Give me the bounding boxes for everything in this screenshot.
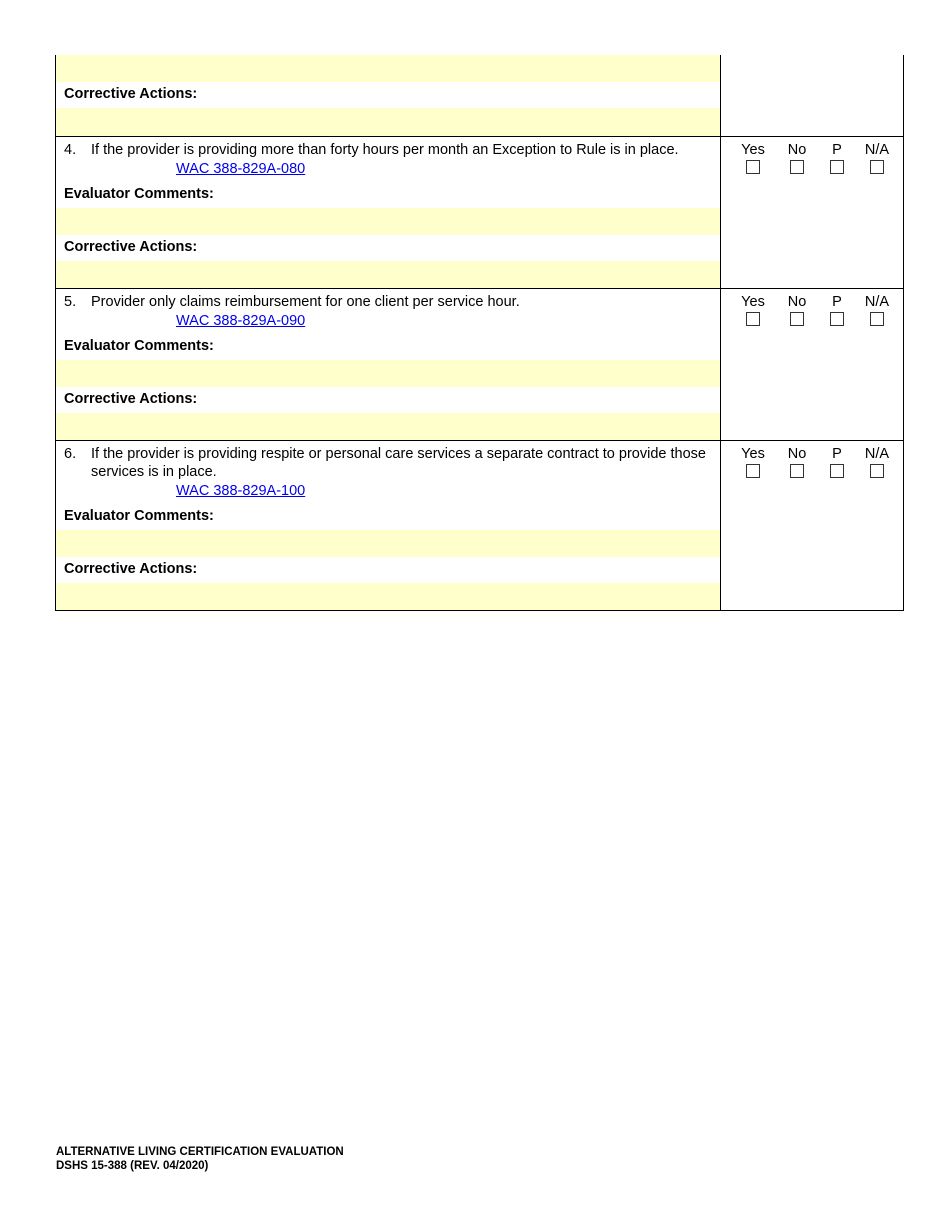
evaluator-comments-field[interactable] — [56, 208, 720, 235]
wac-link[interactable]: WAC 388-829A-100 — [176, 483, 306, 499]
question-number: 4. — [64, 142, 77, 158]
question-row — [56, 289, 904, 441]
no-checkbox[interactable] — [790, 160, 804, 174]
p-checkbox[interactable] — [830, 312, 844, 326]
question-row — [56, 441, 904, 611]
na-checkbox[interactable] — [870, 160, 884, 174]
option-no-label: No — [787, 446, 807, 462]
corrective-actions-label: Corrective Actions: — [64, 561, 198, 577]
option-na-label: N/A — [864, 294, 890, 310]
option-yes-label: Yes — [741, 142, 765, 158]
question-text: If the provider is providing respite or personal care services a separate contract to provide those services is in place. — [91, 446, 706, 480]
corrective-actions-field[interactable] — [56, 261, 720, 288]
option-yes-label: Yes — [741, 294, 765, 310]
option-no-label: No — [787, 142, 807, 158]
option-p-label: P — [832, 142, 842, 158]
question-number: 5. — [64, 294, 77, 310]
evaluator-comments-label: Evaluator Comments: — [64, 508, 214, 524]
evaluator-comments-label: Evaluator Comments: — [64, 186, 214, 202]
yes-checkbox[interactable] — [746, 464, 760, 478]
option-yes-label: Yes — [741, 446, 765, 462]
yes-checkbox[interactable] — [746, 160, 760, 174]
p-checkbox[interactable] — [830, 464, 844, 478]
answer-cell — [721, 55, 904, 137]
page-footer — [56, 1145, 344, 1173]
evaluator-comments-label: Evaluator Comments: — [64, 338, 214, 354]
footer-title: ALTERNATIVE LIVING CERTIFICATION EVALUATION — [56, 1146, 344, 1158]
question-cell — [56, 289, 721, 441]
option-p-label: P — [832, 446, 842, 462]
question-cell — [56, 55, 721, 137]
evaluator-comments-field[interactable] — [56, 360, 720, 387]
corrective-actions-label: Corrective Actions: — [64, 391, 198, 407]
answer-cell — [721, 289, 904, 441]
evaluation-table — [55, 55, 904, 611]
corrective-actions-label: Corrective Actions: — [64, 239, 198, 255]
question-cell — [56, 441, 721, 611]
option-na-label: N/A — [864, 142, 890, 158]
yes-checkbox[interactable] — [746, 312, 760, 326]
wac-link[interactable]: WAC 388-829A-080 — [176, 161, 306, 177]
option-p-label: P — [832, 294, 842, 310]
question-row — [56, 137, 904, 289]
question-row-continued — [56, 55, 904, 137]
wac-link[interactable]: WAC 388-829A-090 — [176, 313, 306, 329]
no-checkbox[interactable] — [790, 464, 804, 478]
question-number: 6. — [64, 446, 77, 462]
question-cell — [56, 137, 721, 289]
question-text: If the provider is providing more than forty hours per month an Exception to Rule is in place. — [91, 142, 679, 158]
option-na-label: N/A — [864, 446, 890, 462]
question-text: Provider only claims reimbursement for one client per service hour. — [91, 294, 520, 310]
p-checkbox[interactable] — [830, 160, 844, 174]
corrective-actions-field[interactable] — [56, 413, 720, 440]
corrective-actions-field[interactable] — [56, 108, 720, 136]
no-checkbox[interactable] — [790, 312, 804, 326]
answer-cell — [721, 441, 904, 611]
corrective-actions-field[interactable] — [56, 583, 720, 610]
footer-form-number: DSHS 15-388 (REV. 04/2020) — [56, 1160, 209, 1172]
corrective-actions-label: Corrective Actions: — [64, 86, 198, 102]
evaluator-comments-field[interactable] — [56, 530, 720, 557]
na-checkbox[interactable] — [870, 312, 884, 326]
answer-cell — [721, 137, 904, 289]
option-no-label: No — [787, 294, 807, 310]
na-checkbox[interactable] — [870, 464, 884, 478]
evaluator-comments-field[interactable] — [56, 55, 720, 82]
